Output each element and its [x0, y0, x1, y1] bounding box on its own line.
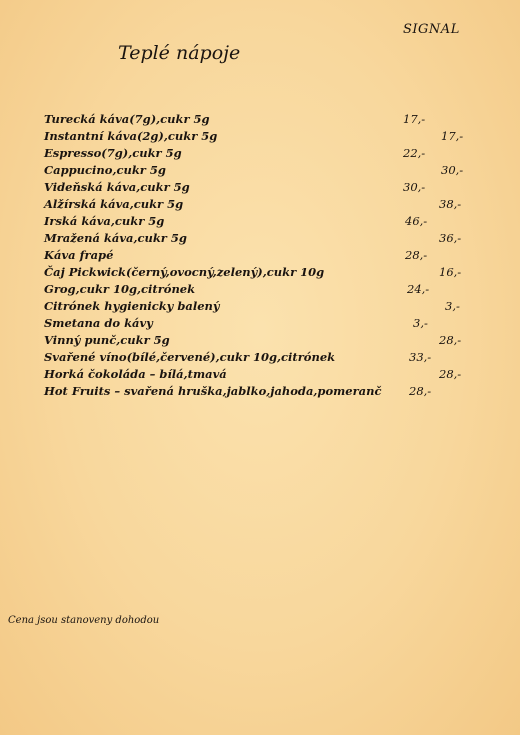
- menu-item: [0, 282, 520, 300]
- item-price: 30,-: [403, 180, 426, 194]
- item-price: 36,-: [439, 231, 462, 245]
- item-price: 16,-: [439, 265, 462, 279]
- menu-item: [0, 180, 520, 198]
- item-price: 17,-: [403, 112, 426, 126]
- menu-item: [0, 333, 520, 351]
- menu-item: [0, 197, 520, 215]
- item-name: Káva frapé: [44, 248, 114, 262]
- item-name: Horká čokoláda – bílá,tmavá: [44, 367, 227, 381]
- item-price: 28,-: [405, 248, 428, 262]
- price-note: Cena jsou stanoveny dohodou: [8, 615, 160, 626]
- item-name: Instantní káva(2g),cukr 5g: [44, 129, 218, 143]
- item-price: 24,-: [407, 282, 430, 296]
- menu-item: [0, 231, 520, 249]
- item-name: Svařené víno(bílé,červené),cukr 10g,citrónek: [44, 350, 336, 364]
- brand-name: SIGNAL: [403, 22, 460, 37]
- item-price: 28,-: [439, 333, 462, 347]
- item-price: 17,-: [441, 129, 464, 143]
- item-price: 3,-: [445, 299, 460, 313]
- item-name: Smetana do kávy: [44, 316, 153, 330]
- item-name: Citrónek hygienicky balený: [44, 299, 220, 313]
- menu-item: [0, 350, 520, 368]
- item-name: Čaj Pickwick(černý,ovocný,zelený),cukr 10g: [44, 265, 325, 279]
- menu-item: [0, 129, 520, 147]
- item-price: 28,-: [409, 384, 432, 398]
- menu-item: [0, 367, 520, 385]
- menu-item: [0, 163, 520, 181]
- item-name: Espresso(7g),cukr 5g: [44, 146, 182, 160]
- menu-item: [0, 248, 520, 266]
- item-name: Turecká káva(7g),cukr 5g: [44, 112, 210, 126]
- menu-item: [0, 384, 520, 402]
- menu-item: [0, 265, 520, 283]
- menu-item: [0, 214, 520, 232]
- item-price: 33,-: [409, 350, 432, 364]
- page-title: Teplé nápoje: [118, 42, 241, 64]
- item-name: Hot Fruits – svařená hruška,jablko,jahoda,pomeranč: [44, 384, 382, 398]
- item-name: Cappucino,cukr 5g: [44, 163, 166, 177]
- item-price: 28,-: [439, 367, 462, 381]
- item-price: 3,-: [413, 316, 428, 330]
- item-name: Mražená káva,cukr 5g: [44, 231, 187, 245]
- menu-item: [0, 299, 520, 317]
- item-name: Vinný punč,cukr 5g: [44, 333, 170, 347]
- menu-item: [0, 316, 520, 334]
- item-price: 22,-: [403, 146, 426, 160]
- item-name: Videňská káva,cukr 5g: [44, 180, 190, 194]
- item-name: Irská káva,cukr 5g: [44, 214, 165, 228]
- item-price: 46,-: [405, 214, 428, 228]
- item-name: Alžírská káva,cukr 5g: [44, 197, 184, 211]
- item-price: 38,-: [439, 197, 462, 211]
- item-price: 30,-: [441, 163, 464, 177]
- menu-item: [0, 146, 520, 164]
- menu-item: [0, 112, 520, 130]
- item-name: Grog,cukr 10g,citrónek: [44, 282, 196, 296]
